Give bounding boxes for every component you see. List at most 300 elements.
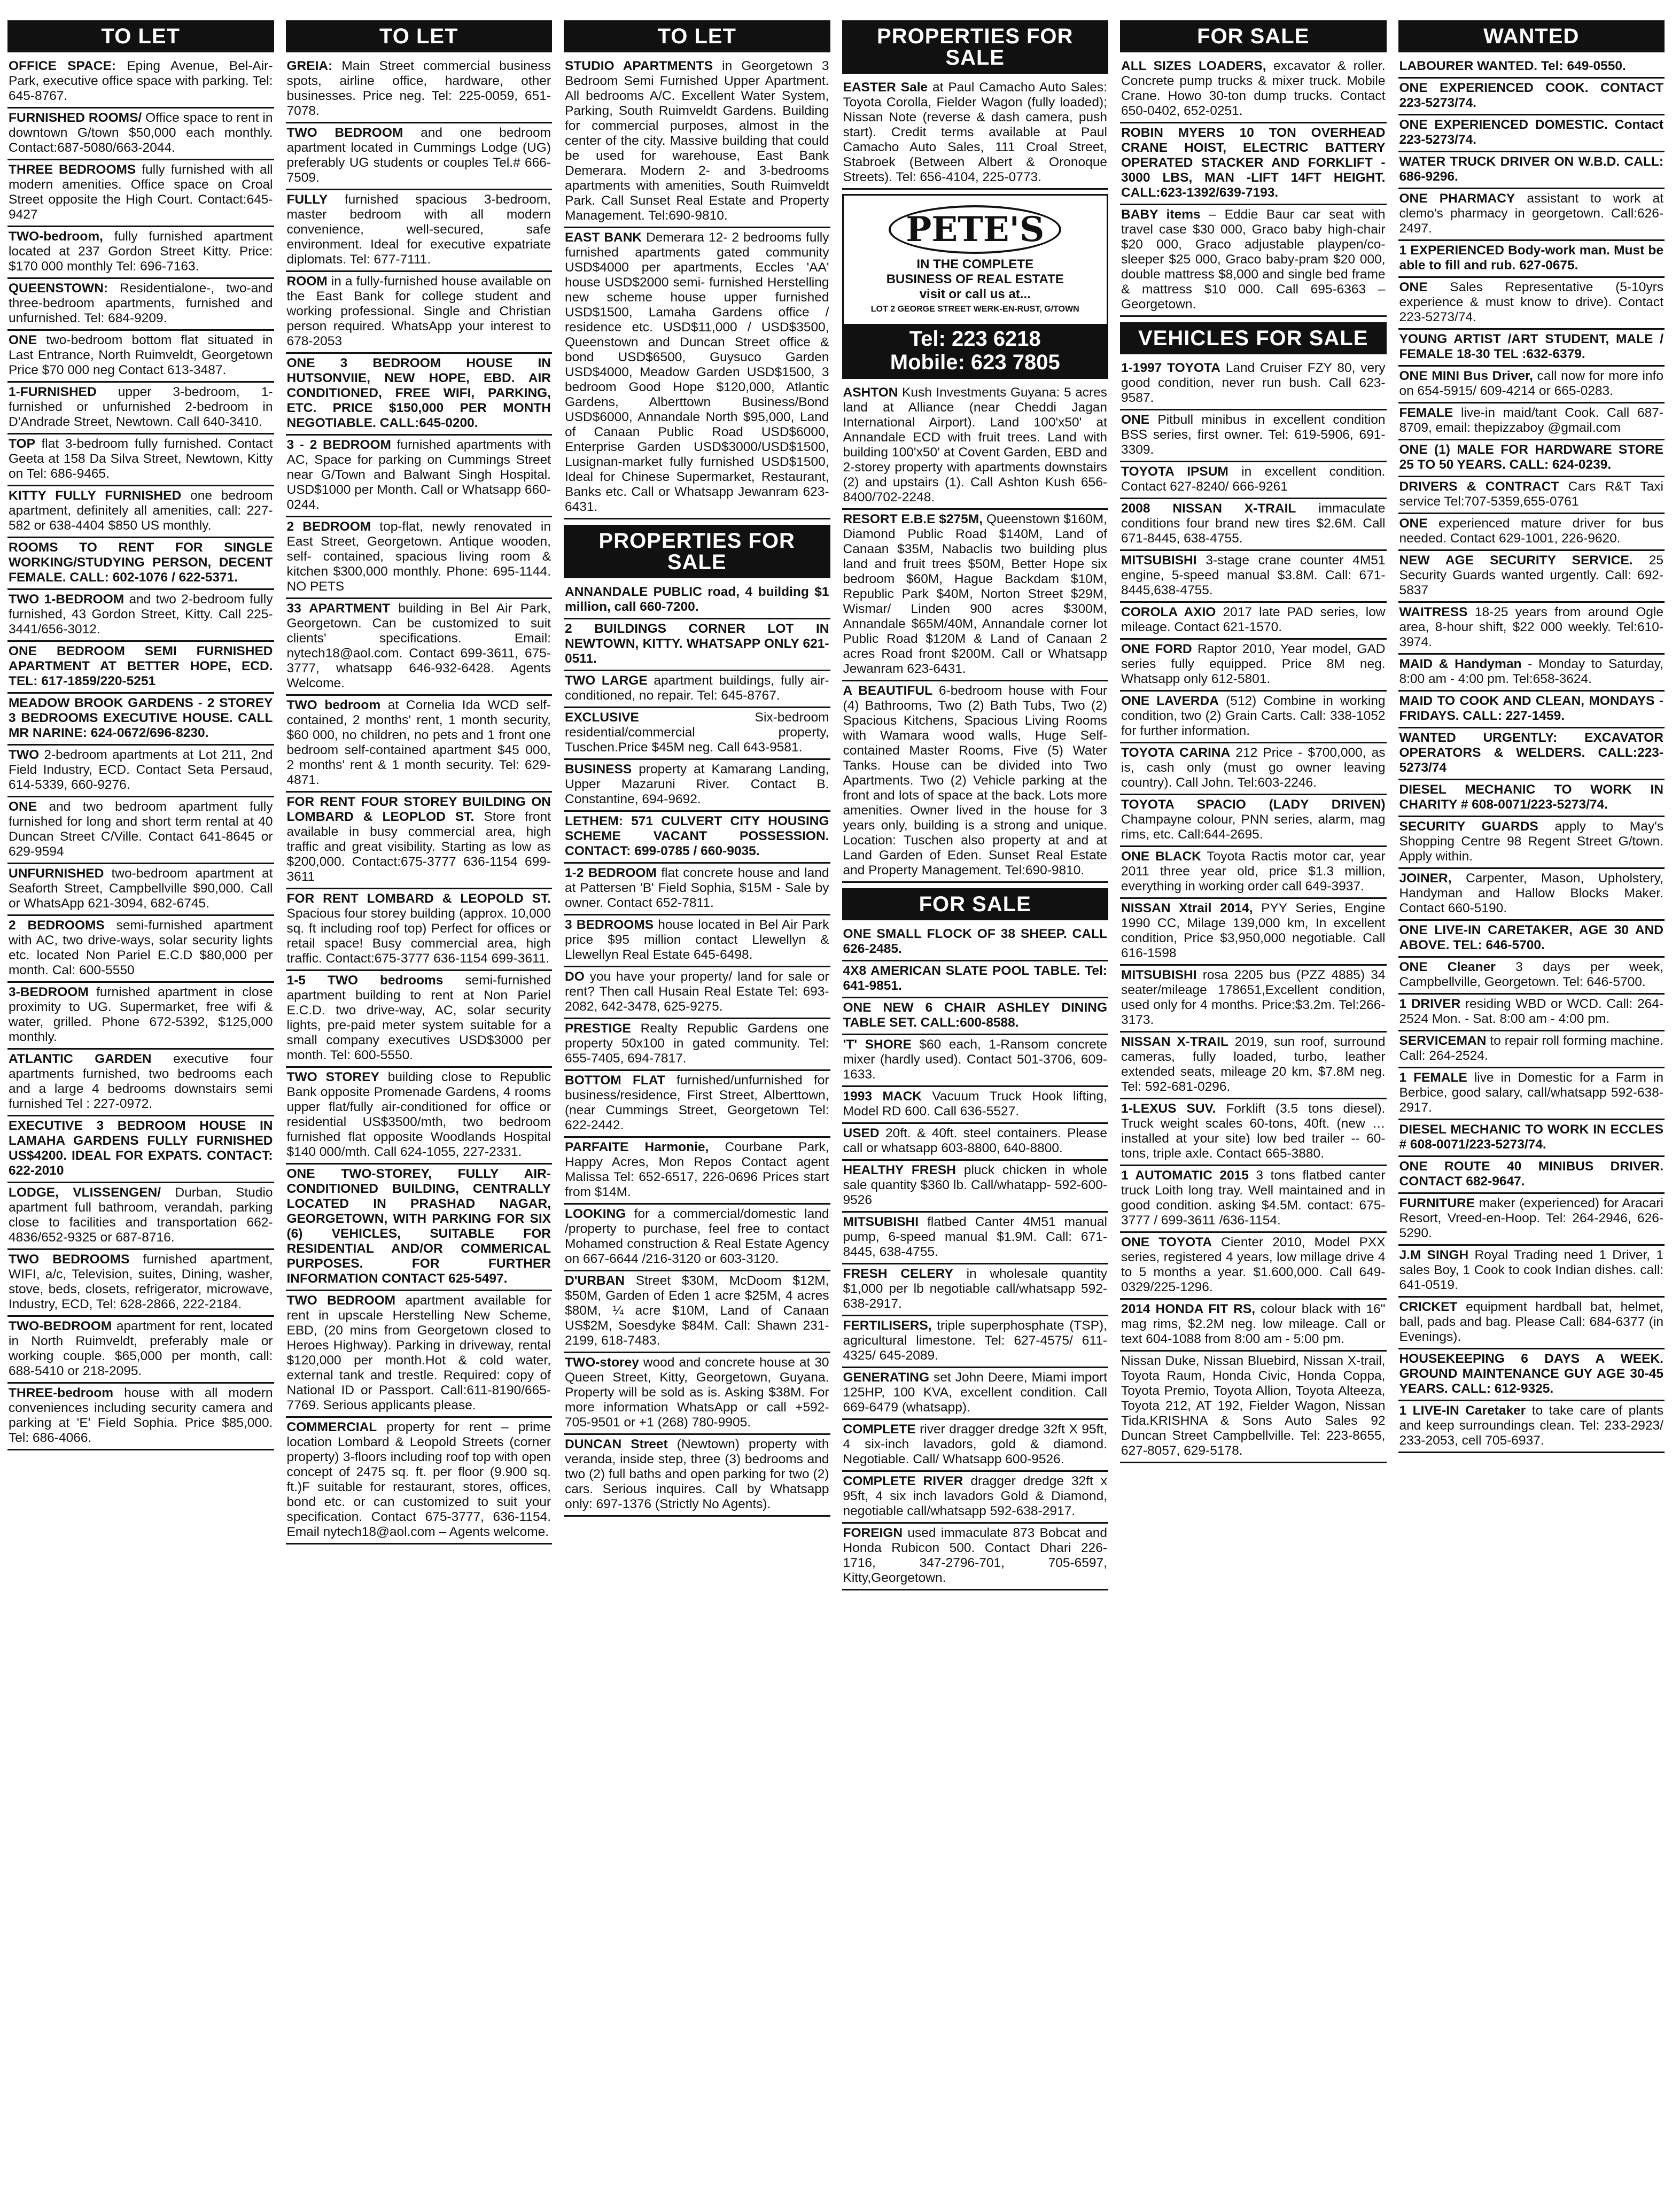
classified-ad — [564, 671, 830, 708]
classified-ad — [842, 78, 1109, 190]
classified-ad — [7, 1116, 274, 1183]
ad-headline: 3 BEDROOMS — [565, 918, 654, 932]
ad-headline: ONE SMALL FLOCK OF 38 SHEEP. CALL 626-2485. — [843, 927, 1107, 956]
ad-body: Office space to rent in downtown G/town $50,000 each monthly. Contact:687-5080/663-2044. — [9, 111, 273, 155]
ad-headline: DRIVERS & CONTRACT — [1399, 479, 1559, 494]
ad-headline: 1 EXPERIENCED Body-work man. Must be able to fill and rub. 627-0675. — [1399, 243, 1663, 273]
classified-ad — [1120, 692, 1387, 743]
ad-headline: RESORT E.B.E $275M, — [843, 512, 983, 526]
ad-body: assistant to work at clemo's pharmacy in georgetown. Call:626-2497. — [1399, 191, 1663, 236]
ad-body: Vacuum Truck Hook lifting, Model RD 600. Call 636-5527. — [843, 1089, 1107, 1119]
ad-headline: ONE — [9, 800, 37, 814]
ad-body: maker (experienced) for Aracari Resort, Vreed-en-Hoop. Tel: 264-2946, 626-5290. — [1399, 1196, 1663, 1240]
classified-ad — [842, 1087, 1109, 1124]
ad-headline: UNFURNISHED — [9, 866, 104, 881]
classified-ad — [564, 619, 830, 671]
classified-ad — [286, 1291, 553, 1418]
ad-headline: TOYOTA IPSUM — [1121, 464, 1228, 479]
classified-ad — [7, 160, 274, 227]
ad-body: Eping Avenue, Bel-Air-Park, executive office space with parking. Tel: 645-8767. — [9, 59, 273, 103]
classified-ad — [842, 1472, 1109, 1524]
ad-headline: EASTER Sale — [843, 80, 928, 95]
ad-body: rosa 2205 bus (PZZ 4885) 34 seater/mileage 178651,Excellent condition, used only for 4 months. Price:$3.2m. Tel:266-3173. — [1121, 968, 1386, 1027]
ad-body: Toyota Ractis motor car, year 2011 three year old, price $1.3 million, everything in working order call 649-3937. — [1121, 849, 1386, 894]
ad-headline: 33 APARTMENT — [286, 601, 391, 616]
petes-real-estate-ad — [842, 194, 1109, 379]
column-properties-for-sale — [842, 20, 1109, 2201]
ad-headline: FEMALE — [1399, 406, 1453, 420]
ad-headline: 1 DRIVER — [1399, 997, 1461, 1011]
classified-ad — [7, 227, 274, 279]
ad-body: for a commercial/domestic land /property to purchase, feel free to contact Mohamed construction & Real Estate Agency on 667-6644 /216-3120 or 603-3120. — [565, 1207, 829, 1266]
classified-ad — [1120, 499, 1387, 551]
ad-headline: YOUNG ARTIST /ART STUDENT, MALE / FEMALE 18-30 TEL :632-6379. — [1399, 332, 1663, 361]
ad-body: and one bedroom apartment located in Cummings Lodge (UG) preferably UG students or couples Tel.# 666-7509. — [286, 126, 551, 185]
ad-headline: EXECUTIVE 3 BEDROOM HOUSE IN LAMAHA GARDENS FULLY FURNISHED US$4200. IDEAL FOR EXPATS. CONTACT: 622-2010 — [9, 1119, 273, 1178]
ad-headline: 1-2 BEDROOM — [565, 866, 657, 880]
classified-ad — [564, 760, 830, 812]
ad-headline: ALL SIZES LOADERS, — [1121, 59, 1266, 73]
ad-body: 3-stage crane counter 4M51 engine, 5-speed manual $3.8M. Call: 671-8445,638-4755. — [1121, 553, 1386, 597]
ad-headline: GREIA: — [286, 59, 333, 73]
ad-body: call now for more info on 654-5915/ 609-4214 or 665-0283. — [1399, 369, 1663, 398]
ad-body: Land Cruiser FZY 80, very good condition, never run bush. Call 623-9587. — [1121, 361, 1386, 405]
ad-body: and two 2-bedroom fully furnished, 43 Gordon Street, Kitty. Call 225-3441/656-3012. — [9, 592, 273, 637]
classified-ad — [1120, 847, 1387, 899]
ad-headline: ONE EXPERIENCED DOMESTIC. Contact 223-5273/74. — [1399, 118, 1663, 147]
ad-body: upper 3-bedroom, 1-furnished or unfurnished 2-bedroom in D'Andrade Street, Newtown. Call 640-3410. — [9, 385, 273, 429]
classified-ad — [286, 696, 553, 793]
classified-ad — [842, 1035, 1109, 1087]
classified-ad — [1120, 1033, 1387, 1099]
ad-headline: TOP — [9, 437, 35, 451]
ad-headline: ONE (1) MALE FOR HARDWARE STORE 25 TO 50 YEARS. CALL: 624-0239. — [1399, 443, 1663, 472]
ad-body: furnished apartments with AC, Space for parking on Cummings Street near G/Town and Balwant Singh Hospital. USD$1000 per Month. Call or Whatsapp 660-0244. — [286, 438, 551, 512]
ad-body: Raptor 2010, Year model, GAD series fully equipped. Price 8M neg. Whatsapp only 612-5801. — [1121, 642, 1386, 686]
ad-body: house located in Bel Air Park price $95 million contact Llewellyn & Llewellyn Real Estate 645-6498. — [565, 918, 829, 962]
ad-headline: WAITRESS — [1399, 605, 1468, 619]
ad-headline: STUDIO APARTMENTS — [565, 59, 713, 73]
logo-phone: Tel: 223 6218 — [909, 327, 1041, 351]
ad-headline: DUNCAN Street — [565, 1437, 668, 1452]
ad-headline: ONE LAVERDA — [1121, 694, 1219, 708]
ad-headline: TWO BEDROOM — [286, 126, 403, 140]
section-header: TO LET — [286, 20, 553, 52]
ad-body: $60 each, 1-Ransom concrete mixer (hardly used). Contact 501-3706, 609-1633. — [843, 1037, 1107, 1082]
column-to-let-2 — [286, 20, 553, 2201]
ad-headline: MITSUBISHI — [843, 1215, 919, 1229]
classified-ad — [564, 1138, 830, 1205]
classified-ad — [1398, 1298, 1665, 1349]
ad-body: building in Bel Air Park, Georgetown. Can be customized to suit clients' specifications. Email: nytech18@aol.com. Contact 699-3611, 675-3777, whatsapp 646-932-6428. Agents Welcome. — [286, 601, 551, 690]
ad-headline: A BEAUTIFUL — [843, 684, 933, 698]
ad-body: apartment available for rent in upscale Herstelling New Scheme, EBD, (20 mins from Georgetown closed to Heroes Highway). Parking in driveway, rental $120,000 per month.Hot & cold water, external tank and trestle. Required: copy of National ID or Passport. Call:611-8190/665-7769. Serious applicants please. — [286, 1293, 551, 1412]
ad-body: fully furnished apartment located at 237 Gordon Street Kitty. Price: $170 000 monthly Tel: 696-7163. — [9, 229, 273, 274]
classified-ad — [1120, 966, 1387, 1033]
ad-headline: DO — [565, 969, 585, 984]
ad-body: Spacious four storey building (approx. 10,000 sq. ft including roof top) Perfect for offices or retail space! Busy commercial area, high traffic. Contact:675-3777 636-1154 699-3611. — [286, 906, 551, 966]
classified-ad — [1398, 440, 1665, 477]
ad-headline: 1993 MACK — [843, 1089, 922, 1104]
ad-body: furnished apartment, WIFI, a/c, Television, suites, Dining, washer, stove, beds, closets, refrigerator, microwave, Industry, ECD, Tel: 628-2866, 222-2184. — [9, 1252, 273, 1311]
logo-tagline: BUSINESS OF REAL ESTATE — [886, 271, 1064, 286]
ad-headline: LOOKING — [565, 1207, 626, 1221]
ad-body: Demerara 12- 2 bedrooms fully furnished apartments gated community USD$4000 per apartments, Eccles 'AA' house USD$2000 semi- furnished Herstelling new scheme house upper furnished USD$1500, Lamaha Gardens office / residence etc. USD$11,000 / USD$3500, Queenstown and Duncan Street office & bond USD$6500, Guysuco Garden USD$4000, Meadow Garden USD$1500, 3 bedroom Good Hope $120,000, Atlantic Gardens, Alberttown Business/Bond USD$6000, Annandale North $95,000, Land of Canaan Public Road USD$6000, Enterprise Garden USD$3000/USD$1500, Lusignan-market fully furnished USD$1500, Ideal for Chinese Supermarket, Restaurant, Banks etc. Call or Whatsapp Jewanram 623-6431. — [565, 230, 829, 514]
classified-ad — [1398, 692, 1665, 728]
classified-ad — [564, 583, 830, 619]
ad-headline: 3 - 2 BEDROOM — [286, 438, 391, 452]
classified-ad — [842, 1213, 1109, 1264]
petes-logo: PETE'S — [889, 205, 1061, 254]
ad-body: Kush Investments Guyana: 5 acres land at Alliance (near Cheddi Jagan International Airport). Land 100'x50' at Annandale ECD with fruit trees. Land with building 100'x50' at Covent Garden, EBD and 2-storey property with apartments downstairs (2) and upstairs (1). Call Ashton Kush 656-8400/702-2248. — [843, 385, 1107, 505]
ad-body: pluck chicken in whole sale quantity $360 lb. Call/whatapp- 592-600-9526 — [843, 1163, 1107, 1207]
ad-body: two-bedroom bottom flat situated in Last Entrance, North Ruimveldt, Georgetown Price $70 000 neg Contact 613-3487. — [9, 333, 273, 377]
ad-headline: D'URBAN — [565, 1274, 625, 1288]
ad-headline: USED — [843, 1126, 880, 1140]
ad-headline: TWO BEDROOM — [286, 1293, 396, 1308]
classified-ad — [842, 1420, 1109, 1472]
ad-headline: ONE BEDROOM SEMI FURNISHED APARTMENT AT BETTER HOPE, ECD. TEL: 617-1859/220-5251 — [9, 644, 273, 688]
ad-headline: KITTY FULLY FURNISHED — [9, 488, 182, 503]
ad-headline: ANNANDALE PUBLIC road, 4 building $1 million, call 660-7200. — [565, 585, 829, 614]
ad-headline: PARFAITE Harmonie, — [565, 1140, 709, 1154]
ad-body: at Paul Camacho Auto Sales: Toyota Corolla, Fielder Wagon (fully loaded); Nissan Note (reverse & dash camera, push start). Credit terms available at Paul Camacho Auto Sales, 111 Croal Street, Stabroek (Between Albert & Oronoque Streets). Tel: 656-4104, 225-0773. — [843, 80, 1107, 184]
classified-ad — [1120, 462, 1387, 499]
classified-ad — [7, 279, 274, 331]
classified-ad — [7, 642, 274, 694]
classified-ad — [286, 1165, 553, 1291]
classified-ad — [564, 228, 830, 519]
ad-headline: J.M SINGH — [1399, 1248, 1469, 1262]
ad-headline: ONE 3 BEDROOM HOUSE IN HUTSONVIIE, NEW HOPE, EBD. AIR CONDITIONED, FREE WIFI, PARKING, ETC. PRICE $150,000 PER MONTH NEGOTIABLE. CALL:645-0200. — [286, 356, 551, 430]
ad-headline: LODGE, VLISSENGEN/ — [9, 1185, 161, 1200]
ad-body: Nissan Duke, Nissan Bluebird, Nissan X-trail, Toyota Raum, Honda Civic, Honda Coppa, Toyota Premio, Toyota Allion, Toyota Alteeza, Toyota 212, AT 192, Fielder Wagon, Nissan Tida.KRISHNA & Sons Auto Sales 92 Duncan Street Campbellville. Tel: 223-8655, 627-8057, 629-5178. — [1121, 1354, 1386, 1458]
ad-headline: ONE ROUTE 40 MINIBUS DRIVER. CONTACT 682-9647. — [1399, 1159, 1663, 1189]
ad-headline: ONE NEW 6 CHAIR ASHLEY DINING TABLE SET. CALL:600-8588. — [843, 1000, 1107, 1030]
ad-body: two-bedroom apartment at Seaforth Street, Campbellville $90,000. Call or WhatsApp 621-3094, 682-6745. — [9, 866, 273, 911]
ad-body: residing WBD or WCD. Call: 264-2524 Mon. - Sat. 8:00 am - 4:00 pm. — [1399, 997, 1663, 1026]
classified-ad — [842, 383, 1109, 510]
ad-body: at Cornelia Ida WCD self-contained, 2 months' rent, 1 month security, $60 000, no children, no pets and 1 front one bedroom self-contained apartment $45 000, 2 months' rent & 1 month security. Tel: 629-4871. — [286, 698, 551, 787]
ad-body: executive four apartments furnished, two bedrooms each and a large 4 bedrooms downstairs semi furnished Tel : 227-0972. — [9, 1052, 273, 1111]
classified-ad — [286, 517, 553, 599]
classified-ad — [1120, 899, 1387, 966]
ad-body: house with all modern conveniences including security camera and parking at 'E' Field Sophia. Price $85,000. Tel: 686-4066. — [9, 1386, 273, 1445]
ad-body: 25 Security Guards wanted urgently. Call: 692-5837 — [1399, 553, 1663, 597]
classified-ad — [1398, 603, 1665, 655]
ad-body: top-flat, newly renovated in East Street, Georgetown. Antique wooden, self- contained, spacious living room & kitchen $300,000 monthly. Phone: 695-1144. NO PETS — [286, 519, 551, 594]
ad-headline: THREE BEDROOMS — [9, 162, 136, 177]
classified-ad — [1398, 241, 1665, 278]
ad-body: – Eddie Baur car seat with travel case $30 000, Graco baby high-chair $20 000, Graco adjustable playpen/co-sleeper $25 000, Graco baby-pram $20 000, double mattress $8,000 and single bed frame & mattress $10 000. Call 695-6363 – Georgetown. — [1121, 207, 1386, 312]
ad-body: flat concrete house and land at Pattersen 'B' Field Sophia, $15M - Sale by owner. Contact 652-7811. — [565, 866, 829, 910]
classified-ad — [1398, 367, 1665, 403]
ad-headline: ONE TOYOTA — [1121, 1235, 1212, 1249]
section-header: FOR SALE — [842, 888, 1109, 920]
ad-headline: 1-5 TWO bedrooms — [286, 973, 444, 988]
ad-body: apply to May's Shopping Centre 98 Regent Street G/town. Apply within. — [1399, 819, 1663, 864]
ad-body: Street $30M, McDoom $12M, $50M, Garden of Eden 1 acre $25M, 4 acres $80M, ¼ acre $10M, Land of Canaan US$2M, Soesdyke $84M. Call: Shawn 231-2199, 618-7483. — [565, 1274, 829, 1348]
ad-headline: FULLY — [286, 192, 328, 207]
classified-ad — [1120, 743, 1387, 795]
ad-body: 18-25 years from around Ogle area, 8-hour shift, $22 000 weekly. Tel:610-3974. — [1399, 605, 1663, 649]
ad-body: Cienter 2010, Model PXX series, registered 4 years, low millage drive 4 to 5 months a year. $1.600,000. Call 649-0329/225-1296. — [1121, 1235, 1386, 1294]
ad-headline: FURNISHED ROOMS/ — [9, 111, 142, 125]
ad-headline: NEW AGE SECURITY SERVICE. — [1399, 553, 1633, 568]
classified-ad — [564, 1019, 830, 1071]
ad-body: Sales Representative (5-10yrs experience & must know to drive). Contact 223-5273/74. — [1399, 280, 1663, 324]
ad-headline: ATLANTIC GARDEN — [9, 1052, 152, 1066]
ad-body: Durban, Studio apartment full bathroom, verandah, parking close to facilities and transportation 662-4836/652-9325 or 687-8716. — [9, 1185, 273, 1245]
classified-ad — [286, 272, 553, 354]
ad-headline: OFFICE SPACE: — [9, 59, 116, 73]
ad-headline: ROBIN MYERS 10 TON OVERHEAD CRANE HOIST, ELECTRIC BATTERY OPERATED STACKER AND FORKLIFT - 3000 LBS, MAN -LIFT 14FT HEIGHT. CALL:623-1392/639-7193. — [1121, 126, 1386, 200]
ad-body: equipment hardball bat, helmet, ball, pads and bag. Please Call: 684-6377 (in Evenings). — [1399, 1300, 1663, 1344]
classified-ad — [1398, 152, 1665, 189]
ad-headline: ONE Cleaner — [1399, 960, 1496, 974]
ad-headline: ONE MINI Bus Driver, — [1399, 369, 1533, 383]
ad-body: colour black with 16" mag rims, $2.2M neg. low mileage. Call or text 604-1088 from 8:00 am - 5:00 pm. — [1121, 1302, 1386, 1346]
ad-body: Store front available in busy commercial area, high traffic and great visibility. Starting as low as $200,000. Contact:675-3777 636-1154 699-3611 — [286, 810, 551, 884]
logo-tagline: visit or call us at... — [919, 286, 1031, 301]
classified-ad — [7, 57, 274, 108]
ad-headline: TOYOTA CARINA — [1121, 746, 1231, 760]
ad-headline: ROOMS TO RENT FOR SINGLE WORKING/STUDYING PERSON, DECENT FEMALE. CALL: 602-1076 / 622-5371. — [9, 540, 273, 585]
classified-ad — [7, 383, 274, 434]
ad-headline: 3-BEDROOM — [9, 985, 89, 999]
logo-address: LOT 2 GEORGE STREET WERK-EN-RUST, G/TOWN — [870, 304, 1079, 314]
column-to-let-1 — [7, 20, 274, 2201]
ad-body: 2-bedroom apartments at Lot 211, 2nd Field Industry, ECD. Contact Seta Persaud, 614-5339, 660-9276. — [9, 748, 273, 792]
classified-ad — [564, 1353, 830, 1435]
ad-headline: COROLA AXIO — [1121, 605, 1216, 619]
classified-ad — [1398, 1401, 1665, 1453]
classified-ad — [286, 354, 553, 436]
ad-body: used immaculate 873 Bobcat and Honda Rubicon 500. Contact Dhari 226-1716, 347-2796-701, 705-6597, Kitty,Georgetown. — [843, 1526, 1107, 1585]
classified-ad — [7, 1250, 274, 1317]
classified-ad — [842, 1316, 1109, 1368]
classified-ad — [842, 1368, 1109, 1420]
ad-headline: LABOURER WANTED. Tel: 649-0550. — [1399, 59, 1626, 73]
ad-body: property for rent – prime location Lombard & Leopold Streets (corner property) 3-floors including roof top with open concept of 2475 sq. ft. per floor (9.900 sq. ft.)F suitable for restaurant, stores, offices, bond etc. or can customized to suit your specification. Contact 675-3777, 636-1154. Email nytech18@aol.com – Agents welcome. — [286, 1420, 551, 1539]
section-header: TO LET — [564, 20, 830, 52]
section-header: WANTED — [1398, 20, 1665, 52]
column-to-let-3 — [564, 20, 830, 2201]
classified-ad — [1398, 921, 1665, 958]
classified-ad — [564, 1205, 830, 1271]
ad-headline: COMMERCIAL — [286, 1420, 377, 1434]
ad-headline: TWO-BEDROOM — [9, 1319, 112, 1333]
classified-ad — [1398, 780, 1665, 817]
classified-ad — [7, 434, 274, 486]
ad-headline: QUEENSTOWN: — [9, 281, 108, 296]
classified-ad — [7, 746, 274, 797]
ad-body: set John Deere, Miami import 125HP, 100 KVA, excellent condition. Call 669-6479 (whatsapp). — [843, 1370, 1107, 1415]
classified-ad — [286, 889, 553, 971]
ad-body: apartment for rent, located in North Ruimveldt, preferably male or working couple. $65,000 per month, call: 688-5410 or 218-2095. — [9, 1319, 273, 1378]
column-wanted — [1398, 20, 1665, 2201]
section-header: PROPERTIES FOR SALE — [842, 20, 1109, 74]
classified-ad — [842, 961, 1109, 998]
ad-body: in Georgetown 3 Bedroom Semi Furnished Upper Apartment. All bedrooms A/C. Excellent Water System, Parking, South Ruimveldt Gardens. Building for commercial purposes, almost in the center of the city. Massive building that could be used for warehouse, East Bank Demerara. Modern 2- and 3-bedrooms apartments with amenities, South Ruimveldt Park. Call Sunset Real Estate and Property Management. Tel:690-9810. — [565, 59, 829, 223]
classified-ad — [7, 1050, 274, 1116]
classified-ad — [564, 967, 830, 1019]
classified-ad — [7, 331, 274, 383]
ad-headline: HEALTHY FRESH — [843, 1163, 956, 1177]
classified-ad — [1398, 189, 1665, 241]
ad-headline: BUSINESS — [565, 762, 632, 777]
classified-ad — [1398, 655, 1665, 692]
ad-body: PYY Series, Engine 1990 CC, Milage 139,000 km, In excellent condition, Price $3,950,000 negotiable. Call 616-1598 — [1121, 901, 1386, 960]
ad-body: in excellent condition. Contact 627-8240/ 666-9261 — [1121, 464, 1386, 494]
classified-ad — [1120, 1233, 1387, 1300]
ad-headline: LETHEM: 571 CULVERT CITY HOUSING SCHEME VACANT POSSESSION. CONTACT: 699-0785 / 660-9035. — [565, 814, 829, 858]
ad-body: (Newtown) property with veranda, inside step, three (3) bedrooms and two (2) full baths and open parking for two (2) cars. Serious inquires. Call by Whatsapp only: 697-1376 (Strictly No Agents). — [565, 1437, 829, 1511]
ad-headline: ONE — [9, 333, 37, 347]
ad-body: furnished spacious 3-bedroom, master bedroom with all modern convenience, well-secured, safe environment. Ideal for executive expatriate diplomats. Tel: 677-7111. — [286, 192, 551, 267]
ad-headline: TWO-bedroom, — [9, 229, 103, 244]
classified-ad — [1120, 410, 1387, 462]
ad-headline: NISSAN X-TRAIL — [1121, 1035, 1228, 1049]
section-header: PROPERTIES FOR SALE — [564, 525, 830, 578]
ad-headline: ONE PHARMACY — [1399, 191, 1515, 206]
ad-headline: EXCLUSIVE — [565, 710, 639, 725]
classified-ad — [286, 793, 553, 889]
ad-body: Forklift (3.5 tons diesel). Truck weight scales 60-tons, 40ft. (new … installed at your site) low bed trailer -- 60-tons, triple axle. Contact 665-3880. — [1121, 1101, 1386, 1161]
classified-ad — [564, 57, 830, 228]
ad-headline: MAID & Handyman — [1399, 657, 1522, 671]
ad-headline: ONE — [1121, 413, 1150, 427]
ad-body: Pitbull minibus in excellent condition BSS series, first owner. Tel: 619-5906, 691-3309. — [1121, 413, 1386, 457]
classified-ad — [1398, 115, 1665, 152]
ad-body: furnished/unfurnished for business/residence, First Street, Alberttown, (near Cummings Street, Georgetown Tel: 622-2442. — [565, 1073, 829, 1132]
classified-ad — [7, 1384, 274, 1450]
classified-ad — [564, 1071, 830, 1138]
ad-body: triple superphosphate (TSP), agricultural limestone. Tel: 627-4575/ 611-4325/ 645-2089. — [843, 1318, 1107, 1363]
ad-headline: FRESH CELERY — [843, 1267, 953, 1281]
ad-body: in a fully-furnished house available on the East Bank for college student and working professional. Single and Christian person required. WhatsApp your interest to 678-2053 — [286, 274, 551, 348]
ad-body: building close to Republic Bank opposite Promenade Gardens, 4 rooms upper flat/fully air-conditioned for office or residential US$3500/mth, two bedroom furnished flat opposite Woodlands Hospital $140 000/mth. Call 624-1055, 227-2331. — [286, 1070, 551, 1159]
classified-ad — [7, 1183, 274, 1250]
ad-body: 20ft. & 40ft. steel containers. Please call or whatsapp 603-8800, 640-8800. — [843, 1126, 1107, 1155]
ad-headline: FERTILISERS, — [843, 1318, 932, 1333]
classified-ad — [1120, 640, 1387, 692]
ad-headline: DIESEL MECHANIC TO WORK IN ECCLES # 608-0071/223-5273/74. — [1399, 1122, 1663, 1152]
ad-headline: TWO STOREY — [286, 1070, 379, 1084]
classified-ad — [7, 108, 274, 160]
classified-ad — [1120, 57, 1387, 123]
classified-ad — [7, 864, 274, 916]
ad-headline: ONE — [1399, 280, 1428, 294]
classified-ad — [1398, 403, 1665, 440]
ad-headline: BABY items — [1121, 207, 1201, 222]
ad-body: Carpenter, Mason, Upholstery, Handyman and Hallow Blocks Maker. Contact 660-5190. — [1399, 871, 1663, 915]
ad-body: and two bedroom apartment fully furnished for long and short term rental at 40 Duncan Street C/Ville. Contact 641-8645 or 629-9594 — [9, 800, 273, 859]
classified-ad — [7, 1317, 274, 1384]
ad-headline: FOR RENT LOMBARD & LEOPOLD ST. — [286, 891, 551, 906]
ad-body: apartment buildings, fully air-conditioned, no repair. Tel: 645-8767. — [565, 673, 829, 703]
ad-body: wood and concrete house at 30 Queen Street, Kitty, Georgetown, Guyana. Property will be sold as is. Asking $38M. For more information WhatsApp or call +592-705-9501 or +1 (268) 780-9905. — [565, 1355, 829, 1430]
ad-headline: TWO — [9, 748, 40, 762]
ad-headline: COMPLETE RIVER — [843, 1474, 963, 1488]
classified-ad — [1398, 995, 1665, 1031]
classified-ad — [1120, 359, 1387, 410]
classified-ad — [1120, 123, 1387, 205]
ad-body: Main Street commercial business spots, airline office, hardware, other businesses. Price neg. Tel: 225-0059, 651-7078. — [286, 59, 551, 118]
section-header: TO LET — [7, 20, 274, 52]
classified-ad — [7, 983, 274, 1050]
ad-headline: THREE-bedroom — [9, 1386, 113, 1400]
classified-ad — [7, 916, 274, 983]
classified-ad — [286, 1068, 553, 1165]
classified-ad — [564, 864, 830, 915]
logo-phone: Mobile: 623 7805 — [890, 351, 1060, 374]
ad-headline: ONE — [1399, 516, 1428, 531]
ad-body: 3 days per week, Campbellville, Georgetown. Tel: 646-5700. — [1399, 960, 1663, 989]
ad-headline: FURNITURE — [1399, 1196, 1475, 1210]
ad-body: to take care of plants and keep surroundings clean. Tel: 233-2923/ 233-2053, cell 705-6937. — [1399, 1403, 1664, 1448]
column-for-sale — [1120, 20, 1387, 2201]
ad-body: semi-furnished apartment building to rent at Non Pariel E.C.D. two drive-way, AC, solar security lights, pre-paid meter system suitable for a small company executives USD$3000 per month. Tel: 600-5550. — [286, 973, 551, 1062]
classified-ad — [1398, 79, 1665, 115]
ad-headline: NISSAN Xtrail 2014, — [1121, 901, 1253, 915]
ad-headline: TOYOTA SPACIO (LADY DRIVEN) — [1121, 797, 1386, 812]
ad-body: live in Domestic for a Farm in Berbice, good salary, call/whatsapp 592-638-2917. — [1399, 1070, 1663, 1115]
ad-headline: 2014 HONDA FIT RS, — [1121, 1302, 1256, 1316]
classified-ad — [564, 708, 830, 760]
classified-ad — [1398, 514, 1665, 551]
ad-body: Royal Trading need 1 Driver, 1 sales Boy, 1 Cook to cook Indian dishes. call: 641-0519. — [1399, 1248, 1663, 1292]
ad-headline: ONE LIVE-IN CARETAKER, AGE 30 AND ABOVE. TEL: 646-5700. — [1399, 923, 1663, 952]
ad-headline: 2008 NISSAN X-TRAIL — [1121, 501, 1296, 516]
classified-ad — [7, 694, 274, 746]
ad-headline: 1 FEMALE — [1399, 1070, 1467, 1085]
logo-tagline: IN THE COMPLETE — [916, 257, 1034, 271]
ad-headline: 2 BEDROOM — [286, 519, 371, 534]
ad-body: property at Kamarang Landing, Upper Mazaruni River. Contact B. Constantine, 694-9692. — [565, 762, 829, 806]
ad-headline: ONE TWO-STOREY, FULLY AIR-CONDITIONED BUILDING, CENTRALLY LOCATED IN PRASHAD NAGAR, GEORGETOWN, WITH PARKING FOR SIX (6) VEHICLES, SUITABLE FOR RESIDENTIAL AND/OR COMMERICAL PURPOSES. FOR FURTHER INFORMATION CONTACT 625-5497. — [286, 1167, 551, 1286]
ad-body: Cars R&T Taxi service Tel:707-5359,655-0761 — [1399, 479, 1663, 509]
ad-headline: MITSUBISHI — [1121, 553, 1197, 568]
classified-ad — [842, 998, 1109, 1035]
ad-body: excavator & roller. Concrete pump trucks & mixer truck. Mobile Crane. Howo 30-ton dump trucks. Contact 650-0402, 652-0251. — [1121, 59, 1386, 118]
ad-headline: ONE BLACK — [1121, 849, 1201, 864]
ad-headline: BOTTOM FLAT — [565, 1073, 665, 1088]
classified-ad — [1120, 603, 1387, 640]
classified-ad — [1398, 1194, 1665, 1246]
ad-headline: MAID TO COOK AND CLEAN, MONDAYS - FRIDAYS. CALL: 227-1459. — [1399, 694, 1663, 723]
classified-ad — [1398, 1068, 1665, 1120]
ad-body: Champayne colour, PNN series, alarm, mag rims, etc. Call:644-2695. — [1121, 812, 1386, 842]
ad-headline: GENERATING — [843, 1370, 930, 1385]
classified-ad — [842, 1264, 1109, 1316]
classified-ad — [7, 797, 274, 864]
classified-ad — [1398, 57, 1665, 79]
classified-ad — [842, 925, 1109, 961]
ad-body: semi-furnished apartment with AC, two drive-ways, solar security lights etc. located Non Pariel E.C.D $80,000 per month. Cal: 600-5550 — [9, 918, 273, 977]
classified-ad — [1398, 1120, 1665, 1157]
classified-ad — [286, 436, 553, 517]
classified-ad — [1120, 205, 1387, 317]
classified-ad — [286, 599, 553, 696]
classified-ad — [564, 812, 830, 864]
ad-body: - Monday to Saturday, 8:00 am - 4:00 pm. Tel:658-3624. — [1399, 657, 1663, 686]
ad-headline: ROOM — [286, 274, 328, 289]
ad-body: fully furnished with all modern amenities. Office space on Croal Street opposite the High Court. Contact:645-9427 — [9, 162, 273, 222]
ad-headline: MITSUBISHI — [1121, 968, 1197, 982]
classified-ad — [7, 486, 274, 538]
classified-ad — [286, 57, 553, 123]
